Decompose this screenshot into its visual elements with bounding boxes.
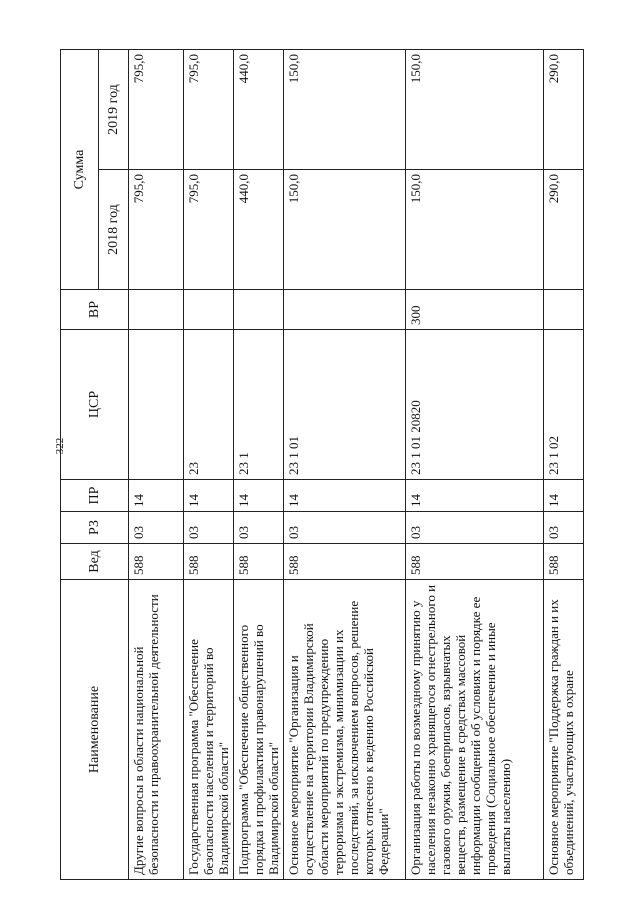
row-csr: [129, 330, 184, 480]
row-vr: [284, 290, 406, 330]
table-row: [184, 50, 234, 880]
budget-table: [60, 49, 584, 880]
page-number: 322: [54, 437, 66, 455]
row-vr: 300: [406, 290, 544, 330]
row-rz: 03: [284, 512, 406, 544]
row-ved: 588: [184, 544, 234, 580]
row-pr: 14: [284, 480, 406, 512]
row-name: Подпрограмма "Обеспечение общественного порядка и профилактики правонарушений во Владимирской области": [234, 580, 284, 880]
rotated-table-wrapper: [60, 50, 576, 880]
row-vr: [544, 290, 584, 330]
row-csr: 23 1 01 20820: [406, 330, 544, 480]
row-ved: 588: [129, 544, 184, 580]
row-csr: 23 1 01: [284, 330, 406, 480]
table-row: [129, 50, 184, 880]
row-ved: 588: [284, 544, 406, 580]
row-2019: 290,0: [544, 50, 584, 170]
header-sum: Сумма: [61, 50, 99, 290]
row-csr: 23 1: [234, 330, 284, 480]
row-2019: 795,0: [184, 50, 234, 170]
row-rz: 03: [184, 512, 234, 544]
row-2019: 150,0: [406, 50, 544, 170]
row-csr: 23: [184, 330, 234, 480]
table-row: [234, 50, 284, 880]
table-row: [284, 50, 406, 880]
header-2018: 2018 год: [99, 170, 129, 290]
row-rz: 03: [234, 512, 284, 544]
header-csr: ЦСР: [61, 330, 129, 480]
row-vr: [184, 290, 234, 330]
row-ved: 588: [406, 544, 544, 580]
row-2018: 150,0: [406, 170, 544, 290]
row-2018: 795,0: [129, 170, 184, 290]
row-pr: 14: [406, 480, 544, 512]
table-row: [544, 50, 584, 880]
row-pr: 14: [544, 480, 584, 512]
row-pr: 14: [234, 480, 284, 512]
row-2018: 290,0: [544, 170, 584, 290]
row-rz: 03: [129, 512, 184, 544]
row-rz: 03: [406, 512, 544, 544]
row-2018: 440,0: [234, 170, 284, 290]
table-row: [406, 50, 544, 880]
row-2019: 795,0: [129, 50, 184, 170]
row-ved: 588: [234, 544, 284, 580]
header-2019: 2019 год: [99, 50, 129, 170]
row-2019: 440,0: [234, 50, 284, 170]
row-2019: 150,0: [284, 50, 406, 170]
header-ved: Вед: [61, 544, 129, 580]
row-pr: 14: [184, 480, 234, 512]
row-2018: 795,0: [184, 170, 234, 290]
header-name: Наименование: [61, 580, 129, 880]
header-pr: ПР: [61, 480, 129, 512]
row-rz: 03: [544, 512, 584, 544]
row-name: Основное мероприятие "Организация и осуществление на территории Владимирской области мероприятий по предупреждению терроризма и экстремизма, минимизации их последствий, за исключением вопросов, решение которых отнесено к ведению Российской Федерации": [284, 580, 406, 880]
row-vr: [129, 290, 184, 330]
row-ved: 588: [544, 544, 584, 580]
row-name: Основное мероприятие "Поддержка граждан и их объединений, участвующих в охране: [544, 580, 584, 880]
row-name: Государственная программа "Обеспечение безопасности населения и территорий во Владимирской области": [184, 580, 234, 880]
header-rz: РЗ: [61, 512, 129, 544]
row-csr: 23 1 02: [544, 330, 584, 480]
row-vr: [234, 290, 284, 330]
header-vr: ВР: [61, 290, 129, 330]
row-2018: 150,0: [284, 170, 406, 290]
row-name: Организация работы по возмездному принятию у населения незаконно хранящегося огнестрельного и газового оружия, боеприпасов, взрывчатых веществ, размещение в средствах массовой информации сообщений об условиях и порядке ее проведения (Социальное обеспечение и иные выплаты населению): [406, 580, 544, 880]
row-pr: 14: [129, 480, 184, 512]
row-name: Другие вопросы в области национальной безопасности и правоохранительной деятельности: [129, 580, 184, 880]
